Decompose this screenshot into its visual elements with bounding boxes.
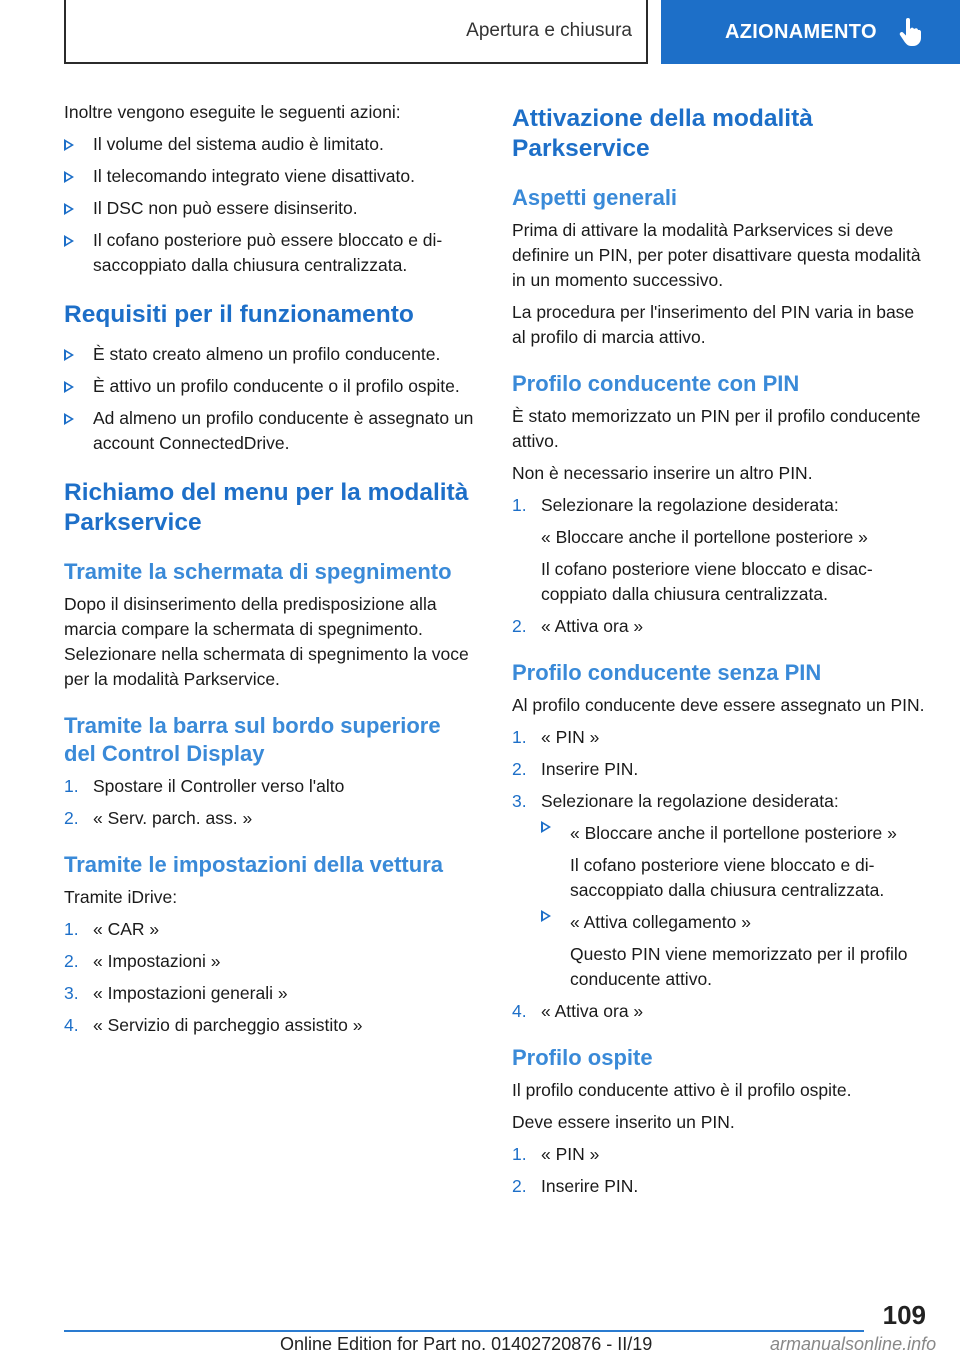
footer-watermark: armanualsonline.info — [770, 1334, 937, 1354]
list-item: 1. Spostare il Controller verso l'alto — [64, 776, 345, 796]
list-item: 3. Selezionare la regolazione desiderata: « Bloccare anche il portellone posteriore » Il cofano posteriore viene bloccato e disaccoppiato dalla chiusura centralizzata. « Attiva collegamento » Questo PIN viene memorizzato per il profilo conducente attivo. — [512, 789, 926, 992]
list-item: 1. « PIN » — [512, 1144, 600, 1164]
header-section-title: Apertura e chiusura — [466, 20, 632, 41]
shutdown-text: Dopo il disinserimento della predisposizione alla marcia compare la schermata di spegnimento. Selezionare nella schermata di spegnimento la voce per la modalità Parkservice. — [64, 594, 469, 689]
header-chapter-tab[interactable] — [661, 0, 960, 64]
header-section-box — [64, 0, 648, 64]
requirements-heading: Requisiti per il funzionamento — [64, 301, 414, 328]
list-item: Il cofano posteriore può essere bloccato e disaccoppiato dalla chiusura centralizzata. — [64, 228, 478, 278]
menu-heading: Richiamo del menu per la modalità Parkservice — [64, 479, 469, 536]
list-item: È stato creato almeno un profilo conducente. — [64, 342, 478, 367]
list-item: « Bloccare anche il portellone posteriore » Il cofano posteriore viene bloccato e disaccoppiato dalla chiusura centralizzata. — [541, 821, 926, 903]
settings-intro: Tramite iDrive: — [64, 887, 178, 907]
list-item: 2. Inserire PIN. — [512, 759, 639, 779]
without-pin-text: Al profilo conducente deve essere assegnato un PIN. — [512, 695, 925, 715]
guest-heading: Profilo ospite — [512, 1045, 653, 1070]
without-pin-steps — [512, 725, 926, 1024]
list-item: È attivo un profilo conducente o il profilo ospite. — [64, 374, 478, 399]
list-item: Il volume del sistema audio è limitato. — [64, 132, 478, 157]
list-item: 2. Inserire PIN. — [512, 1176, 639, 1196]
intro-list — [64, 132, 478, 278]
right-column — [512, 100, 926, 1206]
triangle-bullet-icon — [64, 349, 74, 361]
triangle-bullet-icon — [541, 910, 551, 922]
footer-edition: Online Edition for Part no. 01402720876 - II/19 — [280, 1334, 653, 1354]
without-pin-heading: Profilo conducente senza PIN — [512, 660, 822, 685]
list-item: Il DSC non può essere disinserito. — [64, 196, 478, 221]
page-number: 109 — [882, 1300, 926, 1330]
triangle-bullet-icon — [64, 203, 74, 215]
list-item: 1. « CAR » — [64, 919, 160, 939]
left-column — [64, 100, 478, 1045]
list-item: 2. « Attiva ora » — [512, 616, 644, 636]
triangle-bullet-icon — [541, 821, 551, 833]
guest-steps — [512, 1142, 926, 1199]
list-item: 4. « Attiva ora » — [512, 1001, 644, 1021]
triangle-bullet-icon — [64, 171, 74, 183]
guest-text-2: Deve essere inserito un PIN. — [512, 1112, 735, 1132]
general-heading: Aspetti generali — [512, 185, 678, 210]
general-text-2: La procedura per l'inserimento del PIN varia in base al profilo di marcia attivo. — [512, 302, 915, 347]
bar-steps — [64, 774, 478, 831]
hand-pointer-icon — [899, 18, 921, 46]
list-item: 2. « Serv. parch. ass. » — [64, 808, 253, 828]
general-text-1: Prima di attivare la modalità Parkservices si deve definire un PIN, per poter disattivare questa modalità in un momento successivo. — [512, 220, 921, 290]
shutdown-heading: Tramite la schermata di spegnimento — [64, 559, 452, 584]
list-item: 1. « PIN » — [512, 727, 600, 747]
with-pin-heading: Profilo conducente con PIN — [512, 371, 800, 396]
with-pin-steps — [512, 493, 926, 639]
list-item: 2. « Impostazioni » — [64, 951, 221, 971]
without-pin-sub-list — [541, 821, 926, 992]
list-item: 4. « Servizio di parcheggio assistito » — [64, 1015, 363, 1035]
activation-heading: Attivazione della modalità Parkservice — [512, 105, 813, 162]
settings-steps — [64, 917, 478, 1038]
list-item: 1. Selezionare la regolazione desiderata: « Bloccare anche il portellone posteriore » Il cofano posteriore viene bloccato e disaccoppiato dalla chiusura centralizzata. — [512, 495, 873, 604]
header-chapter-title: AZIONAMENTO — [725, 20, 877, 43]
guest-text-1: Il profilo conducente attivo è il profilo ospite. — [512, 1080, 852, 1100]
list-item: Ad almeno un profilo conducente è assegnato un account ConnectedDrive. — [64, 406, 478, 456]
footer-divider — [64, 1330, 864, 1332]
bar-heading: Tramite la barra sul bordo superiore del Control Display — [64, 713, 441, 766]
list-item: « Attiva collegamento » Questo PIN viene memorizzato per il profilo conducente attivo. — [541, 910, 926, 992]
triangle-bullet-icon — [64, 235, 74, 247]
triangle-bullet-icon — [64, 413, 74, 425]
with-pin-text-2: Non è necessario inserire un altro PIN. — [512, 463, 813, 483]
triangle-bullet-icon — [64, 139, 74, 151]
requirements-list — [64, 342, 478, 456]
triangle-bullet-icon — [64, 381, 74, 393]
list-item: Il telecomando integrato viene disattivato. — [64, 164, 478, 189]
list-item: 3. « Impostazioni generali » — [64, 983, 288, 1003]
settings-heading: Tramite le impostazioni della vettura — [64, 852, 443, 877]
with-pin-text-1: È stato memorizzato un PIN per il profilo conducente attivo. — [512, 406, 921, 451]
intro-text: Inoltre vengono eseguite le seguenti azioni: — [64, 102, 401, 122]
